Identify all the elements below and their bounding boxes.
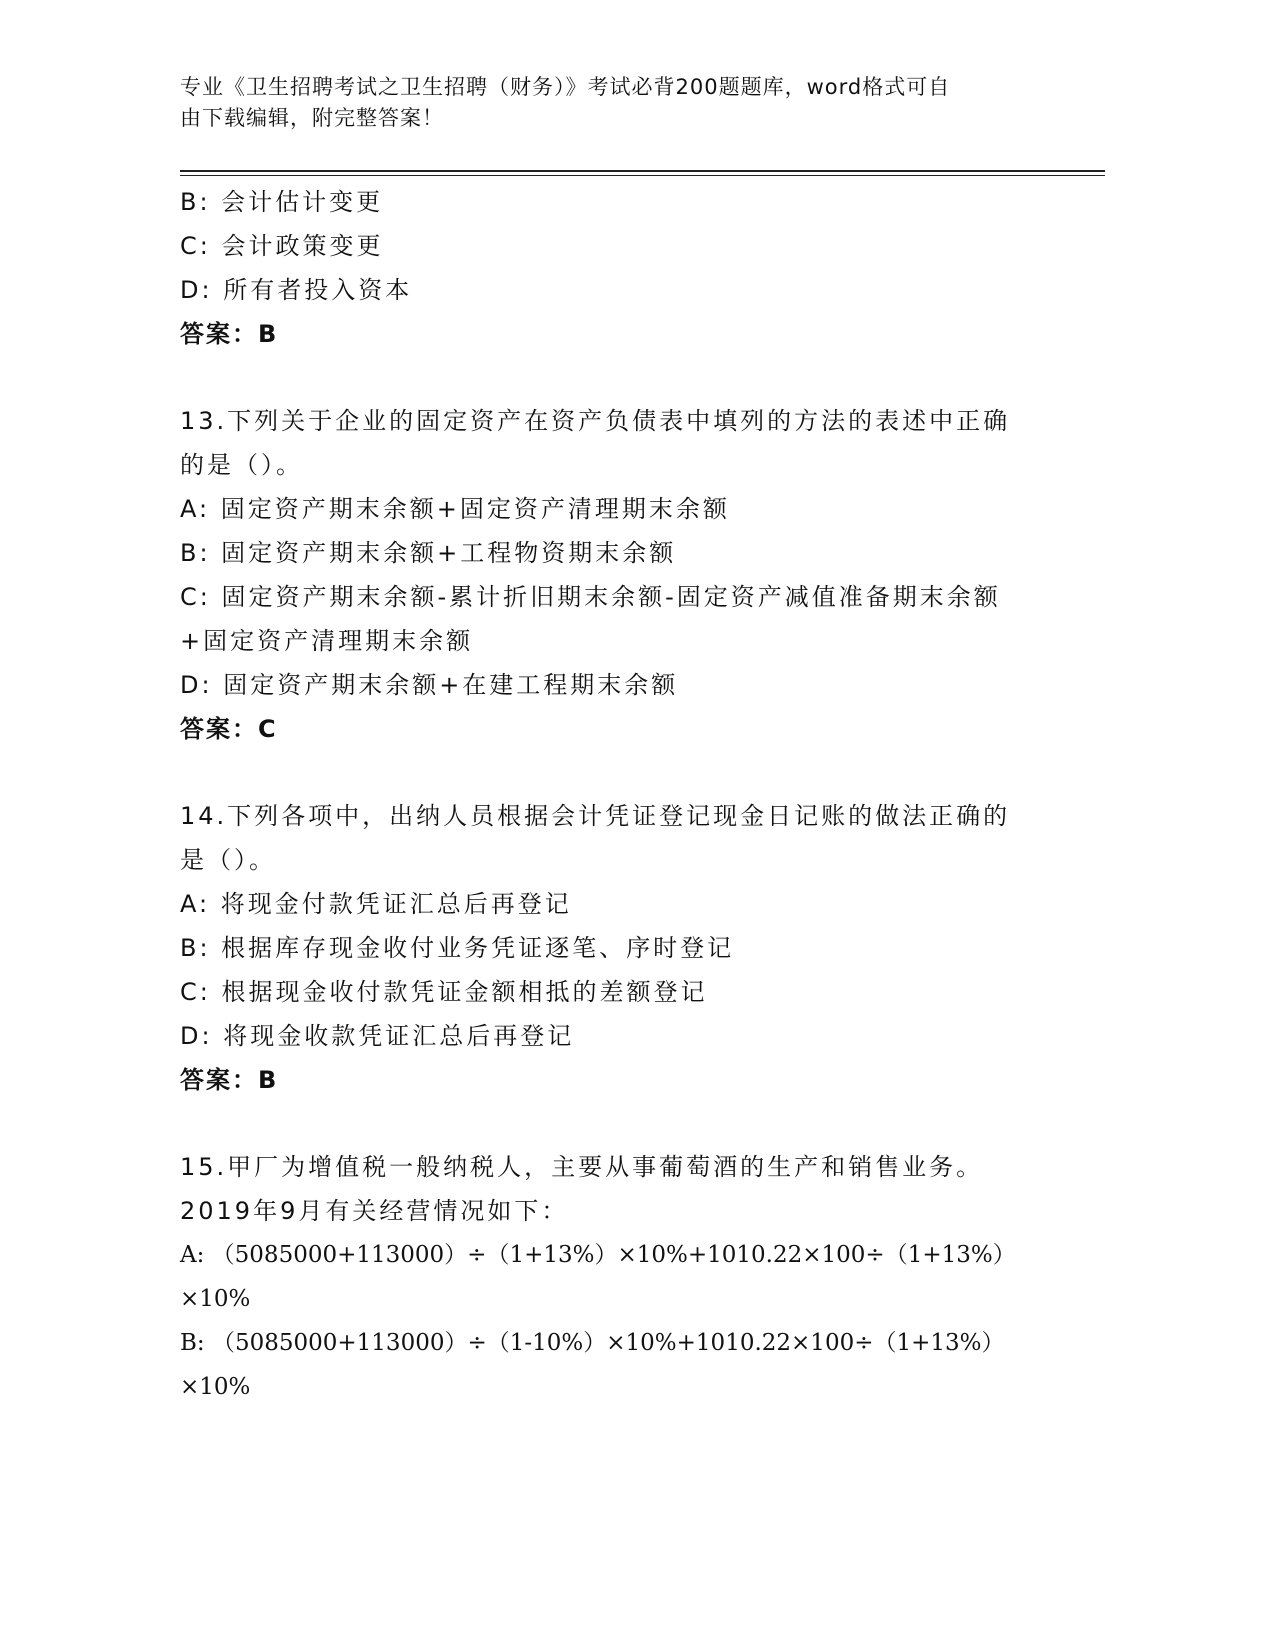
question-14 [180,794,1040,1102]
q14-option-d: D: 将现金收款凭证汇总后再登记 [180,1022,575,1050]
q13-option-b: B: 固定资产期末余额+工程物资期末余额 [180,539,677,567]
q14-option-c: C: 根据现金收付款凭证金额相抵的差额登记 [180,978,708,1006]
q13-option-c-line-2: +固定资产清理期末余额 [180,627,474,655]
spacer [180,1102,1040,1145]
q14-option-a: A: 将现金付款凭证汇总后再登记 [180,890,572,918]
q15-stem-line-1: 15.甲厂为增值税一般纳税人，主要从事葡萄酒的生产和销售业务。 [180,1153,984,1181]
question-13 [180,399,1040,751]
q15-option-b-line-1: B: （5085000+113000）÷（1-10%）×10%+1010.22×100÷（1+13%） [180,1330,1005,1356]
q14-stem-line-2: 是（）。 [180,846,276,874]
q13-option-d: D: 固定资产期末余额+在建工程期末余额 [180,671,679,699]
q15-option-a-line-1: A: （5085000+113000）÷（1+13%）×10%+1010.22×100÷（1+13%） [180,1242,1016,1268]
q15-stem-line-2: 2019年9月有关经营情况如下： [180,1197,569,1225]
header-title-line-2: 由下载编辑，附完整答案！ [180,106,444,130]
document-body [180,180,1040,1409]
q12-answer: 答案：B [180,320,279,348]
q15-option-b-line-2: ×10% [180,1374,251,1400]
q13-option-a: A: 固定资产期末余额+固定资产清理期末余额 [180,495,730,523]
header-rule-bottom [180,175,1105,176]
q13-stem-line-2: 的是（）。 [180,451,303,479]
q14-answer: 答案：B [180,1066,279,1094]
q12-option-c: C: 会计政策变更 [180,232,384,260]
q13-option-c-line-1: C: 固定资产期末余额-累计折旧期末余额-固定资产减值准备期末余额 [180,583,1001,611]
question-12-tail [180,180,1040,356]
header-rule-top [180,170,1105,172]
q15-option-a-line-2: ×10% [180,1286,251,1312]
question-15 [180,1145,1040,1409]
q14-stem-line-1: 14.下列各项中，出纳人员根据会计凭证登记现金日记账的做法正确的 [180,802,1011,830]
q14-option-b: B: 根据库存现金收付业务凭证逐笔、序时登记 [180,934,735,962]
q12-option-b: B: 会计估计变更 [180,188,384,216]
q13-stem-line-1: 13.下列关于企业的固定资产在资产负债表中填列的方法的表述中正确 [180,407,1011,435]
q12-option-d: D: 所有者投入资本 [180,276,413,304]
spacer [180,751,1040,794]
q13-answer: 答案：C [180,715,278,743]
header-title-line-1: 专业《卫生招聘考试之卫生招聘（财务）》考试必背200题题库，word格式可自 [180,75,951,99]
document-header [180,72,1040,134]
spacer [180,356,1040,399]
